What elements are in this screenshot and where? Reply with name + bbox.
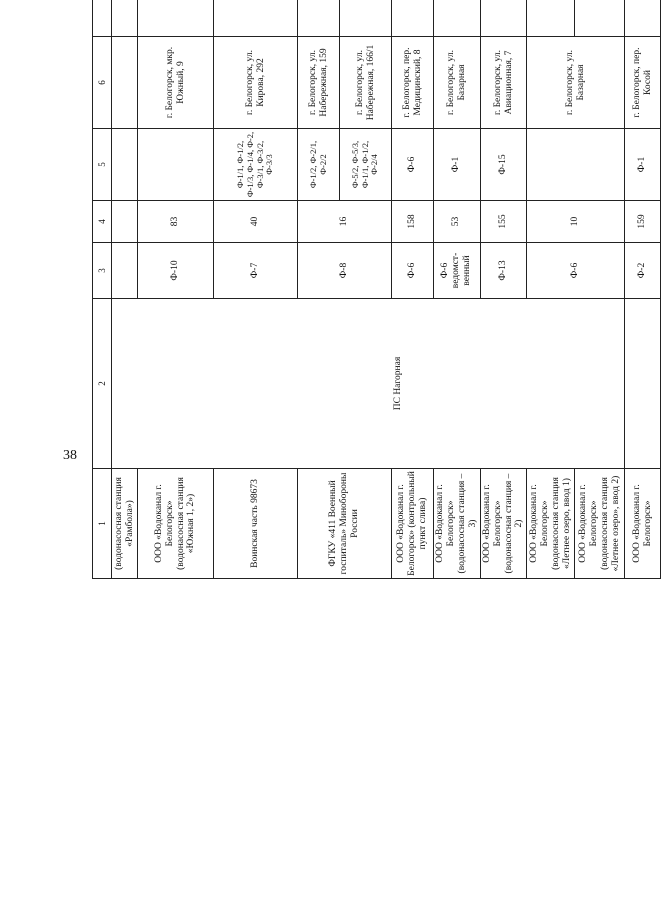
table-cell: ООО «Водоканал г. Белогорск» <box>625 469 661 579</box>
table-cell: 159 <box>625 201 661 243</box>
table-cell: Ф-1 <box>625 129 661 201</box>
table-cell: 158 <box>392 201 434 243</box>
table-cell: ООО «Водоканал г. Белогорск» (водонасосная станция «Южная 1, 2») <box>138 469 214 579</box>
col-header-4: 4 <box>93 201 112 243</box>
table-cell: г. Белогорск, ул. Авиационная, 7 <box>480 37 527 129</box>
table-cell: Ф-6 <box>392 243 434 299</box>
substation-label: ПС Нагорная <box>392 356 403 411</box>
col-header-3: 3 <box>93 243 112 299</box>
table-row <box>625 0 661 579</box>
table-cell: Ф-15 <box>480 129 527 201</box>
table-cell <box>298 0 340 37</box>
table-cell: ООО «Водоканал г. Белогорск» (водонасосная станция – 2) <box>480 469 527 579</box>
col-header-7 <box>93 0 112 37</box>
table-cell <box>340 0 392 37</box>
table-cell: Ф-1/2, Ф-2/1, Ф-2/2 <box>298 129 340 201</box>
table-cell: г. Белогорск, мкр. Южный, 9 <box>138 37 214 129</box>
table-cell: Ф-8 <box>298 243 392 299</box>
power-supply-table <box>92 0 661 579</box>
page-number: 38 <box>63 448 77 463</box>
table-cell: ООО «Водоканал г. Белогорск» (контрольный пункт слива) <box>392 469 434 579</box>
table-row <box>434 0 481 579</box>
table-cell: г. Белогорск, пер. Косой <box>625 37 661 129</box>
table-row <box>112 0 138 579</box>
table-cell: 10 <box>527 201 625 243</box>
document-table-area <box>92 44 653 846</box>
table-cell: 16 <box>298 201 392 243</box>
table-cell <box>625 299 661 469</box>
table-cell <box>434 0 481 37</box>
table-cell: г. Белогорск, пер. Медицинский, 8 <box>392 37 434 129</box>
table-row <box>527 0 575 579</box>
table-cell <box>138 129 214 201</box>
table-cell <box>392 0 434 37</box>
table-cell: 83 <box>138 201 214 243</box>
table-row <box>480 0 527 579</box>
table-cell: г. Белогорск, ул. Базарная <box>434 37 481 129</box>
table-row <box>138 0 214 579</box>
table-cell: Ф-2 <box>625 243 661 299</box>
table-cell: 155 <box>480 201 527 243</box>
table-row <box>214 0 298 579</box>
header-row <box>93 0 112 579</box>
table-row <box>298 0 340 579</box>
table-cell: Воинская часть 98673 <box>214 469 298 579</box>
table-cell: Ф-1 <box>434 129 481 201</box>
substation-cell <box>112 299 625 469</box>
table-cell <box>575 0 625 37</box>
table-cell: 40 <box>214 201 298 243</box>
table-cell: (водонасосная станция «Рамбола») <box>112 469 138 579</box>
table-cell: 53 <box>434 201 481 243</box>
table-cell: Ф-6 <box>527 243 625 299</box>
table-cell: Ф-6 <box>392 129 434 201</box>
table-row <box>392 0 434 579</box>
table-cell: Ф-10 <box>138 243 214 299</box>
table-cell: ФГКУ «411 Военный госпиталь» Минобороны России <box>298 469 392 579</box>
table-cell: Ф-13 <box>480 243 527 299</box>
table-cell: ООО «Водоканал г. Белогорск» (водонасосная станция «Летнее озеро, ввод 1) <box>527 469 575 579</box>
col-header-6: 6 <box>93 37 112 129</box>
table-cell <box>480 0 527 37</box>
table-cell <box>625 0 661 37</box>
table-cell: Ф-1/1, Ф-1/2, Ф-1/3, Ф-1/4, Ф-2, Ф-3/1, Ф-3/2, Ф-3/3 <box>214 129 298 201</box>
table-cell: г. Белогорск, ул. Базарная <box>527 37 625 129</box>
col-header-2: 2 <box>93 299 112 469</box>
table-cell: Ф-6 ведомст- венный <box>434 243 481 299</box>
table-cell: ООО «Водоканал г. Белогорск» (водонасосная станция «Летнее озеро», ввод 2) <box>575 469 625 579</box>
table-cell: ООО «Водоканал г. Белогорск» (водонасосная станция – 3) <box>434 469 481 579</box>
table-cell <box>214 0 298 37</box>
table-cell: г. Белогорск, ул. Набережная, 166/1 <box>340 37 392 129</box>
table-cell <box>527 0 575 37</box>
col-header-5: 5 <box>93 129 112 201</box>
table-cell <box>138 0 214 37</box>
table-cell: г. Белогорск, ул. Набережная, 159 <box>298 37 340 129</box>
table-cell <box>527 129 625 201</box>
table-cell: Ф-7 <box>214 243 298 299</box>
table-cell: Ф-5/2, Ф-5/3, Ф-1/1, Ф-1/2, Ф-2/4 <box>340 129 392 201</box>
table-cell: г. Белогорск, ул. Кирова, 292 <box>214 37 298 129</box>
col-header-1: 1 <box>93 469 112 579</box>
